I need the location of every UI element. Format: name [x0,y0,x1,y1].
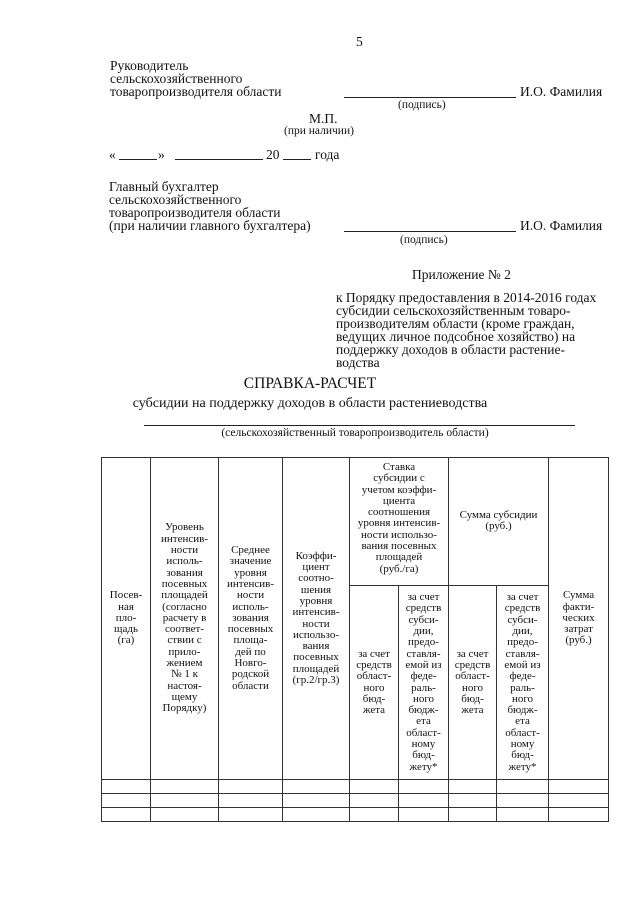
table-cell [283,808,350,822]
page-number: 5 [356,34,363,49]
table-cell [151,808,219,822]
stamp-note: (при наличии) [284,125,354,137]
table-cell [350,808,399,822]
table-cell [102,794,151,808]
date-year-prefix: 20 [266,147,280,162]
sig1-signature-line [344,97,516,98]
date-month-line [175,159,263,160]
sig2-name: И.О. Фамилия [520,218,603,233]
sig1-name: И.О. Фамилия [520,84,603,99]
subcol-sum-regional-header: за счет средств област- ного бюд- жета [449,586,497,780]
subcol-rate-regional-header: за счет средств област- ного бюд- жета [350,586,399,780]
table-cell [151,780,219,794]
sig1-title-line-2: сельскохозяйственного [110,71,243,86]
table-cell [497,780,549,794]
sig1-title-line-1: Руководитель [110,58,189,73]
appendix-line-5: поддержку доходов в области растение- [336,342,565,357]
table-cell [219,780,283,794]
table-cell [449,794,497,808]
table-cell [449,780,497,794]
sig2-signature-line [344,231,516,232]
producer-line [144,425,575,426]
table-cell [283,794,350,808]
col-average-intensity-header: Среднее значение уровня интенсив- ности исполь- зования посевных площа- дей по Новго- родской области [219,458,283,780]
date-close-quote: » [158,147,165,162]
subcol-sum-federal-header: за счет средств субси- дии, предо- ставля- емой из феде- раль- ного бюдж- ета област- ному бюд- жету* [497,586,549,780]
col-ratio-coefficient-header: Коэффи- циент соотно- шения уровня интенсив- ности использо- вания посевных площадей (гр.2/гр.3) [283,458,350,780]
table-cell [219,808,283,822]
table-cell [549,780,609,794]
table-cell [219,794,283,808]
table-cell [350,780,399,794]
table-row [102,780,609,794]
date-year-word: года [315,147,340,162]
sig2-title-line-3: товаропроизводителя области [109,205,281,220]
sig1-title-line-3: товаропроизводителя области [110,84,282,99]
table-cell [102,780,151,794]
appendix-line-3: производителям области (кроме граждан, [336,316,575,331]
sig2-sign-label: (подпись) [400,234,448,246]
sig2-title-line-1: Главный бухгалтер [109,179,219,194]
doc-subheading: субсидии на поддержку доходов в области растениеводства [132,396,488,411]
appendix-title: Приложение № 2 [412,267,511,282]
stamp-label: М.П. [309,111,338,126]
table-cell [399,808,449,822]
table-cell [102,808,151,822]
table-cell [497,794,549,808]
table-cell [497,808,549,822]
col-actual-costs-header: Сумма факти- ческих затрат (руб.) [549,458,609,780]
appendix-line-4: ведущих личное подсобное хозяйство) на [336,329,576,344]
date-year-line [283,159,311,160]
sig1-sign-label: (подпись) [398,99,446,111]
table-cell [399,794,449,808]
doc-heading: СПРАВКА-РАСЧЕТ [243,375,377,392]
group-subsidy-rate-header: Ставка субсидии с учетом коэффи- циента соотношения уровня интенсив- ности использо- вания посевных площадей (руб./га) [350,458,449,586]
table-cell [399,780,449,794]
sig2-title-line-2: сельскохозяйственного [109,192,242,207]
appendix-line-1: к Порядку предоставления в 2014-2016 годах [336,290,597,305]
col-intensity-level-header: Уровень интенсив- ности исполь- зования посевных площадей (согласно расчету в соответ- ствии с прило- жением № 1 к настоя- щему Порядку) [151,458,219,780]
subsidy-table [101,457,609,822]
date-day-line [119,159,157,160]
table-cell [449,808,497,822]
table-row [102,794,609,808]
table-cell [549,808,609,822]
appendix-line-2: субсидии сельскохозяйственным товаро- [336,303,571,318]
appendix-line-6: водства [336,355,380,370]
table-cell [549,794,609,808]
table-row [102,808,609,822]
date-open-quote: « [109,147,116,162]
sig2-title-line-4: (при наличии главного бухгалтера) [109,218,311,233]
subcol-rate-federal-header: за счет средств субси- дии, предо- ставля- емой из феде- раль- ного бюдж- ета област- ному бюд- жету* [399,586,449,780]
table-cell [350,794,399,808]
group-subsidy-sum-header: Сумма субсидии (руб.) [449,458,549,586]
table-cell [283,780,350,794]
col-sown-area-header: Посев- ная пло- щадь (га) [102,458,151,780]
producer-label: (сельскохозяйственный товаропроизводитель области) [221,427,489,439]
table-cell [151,794,219,808]
